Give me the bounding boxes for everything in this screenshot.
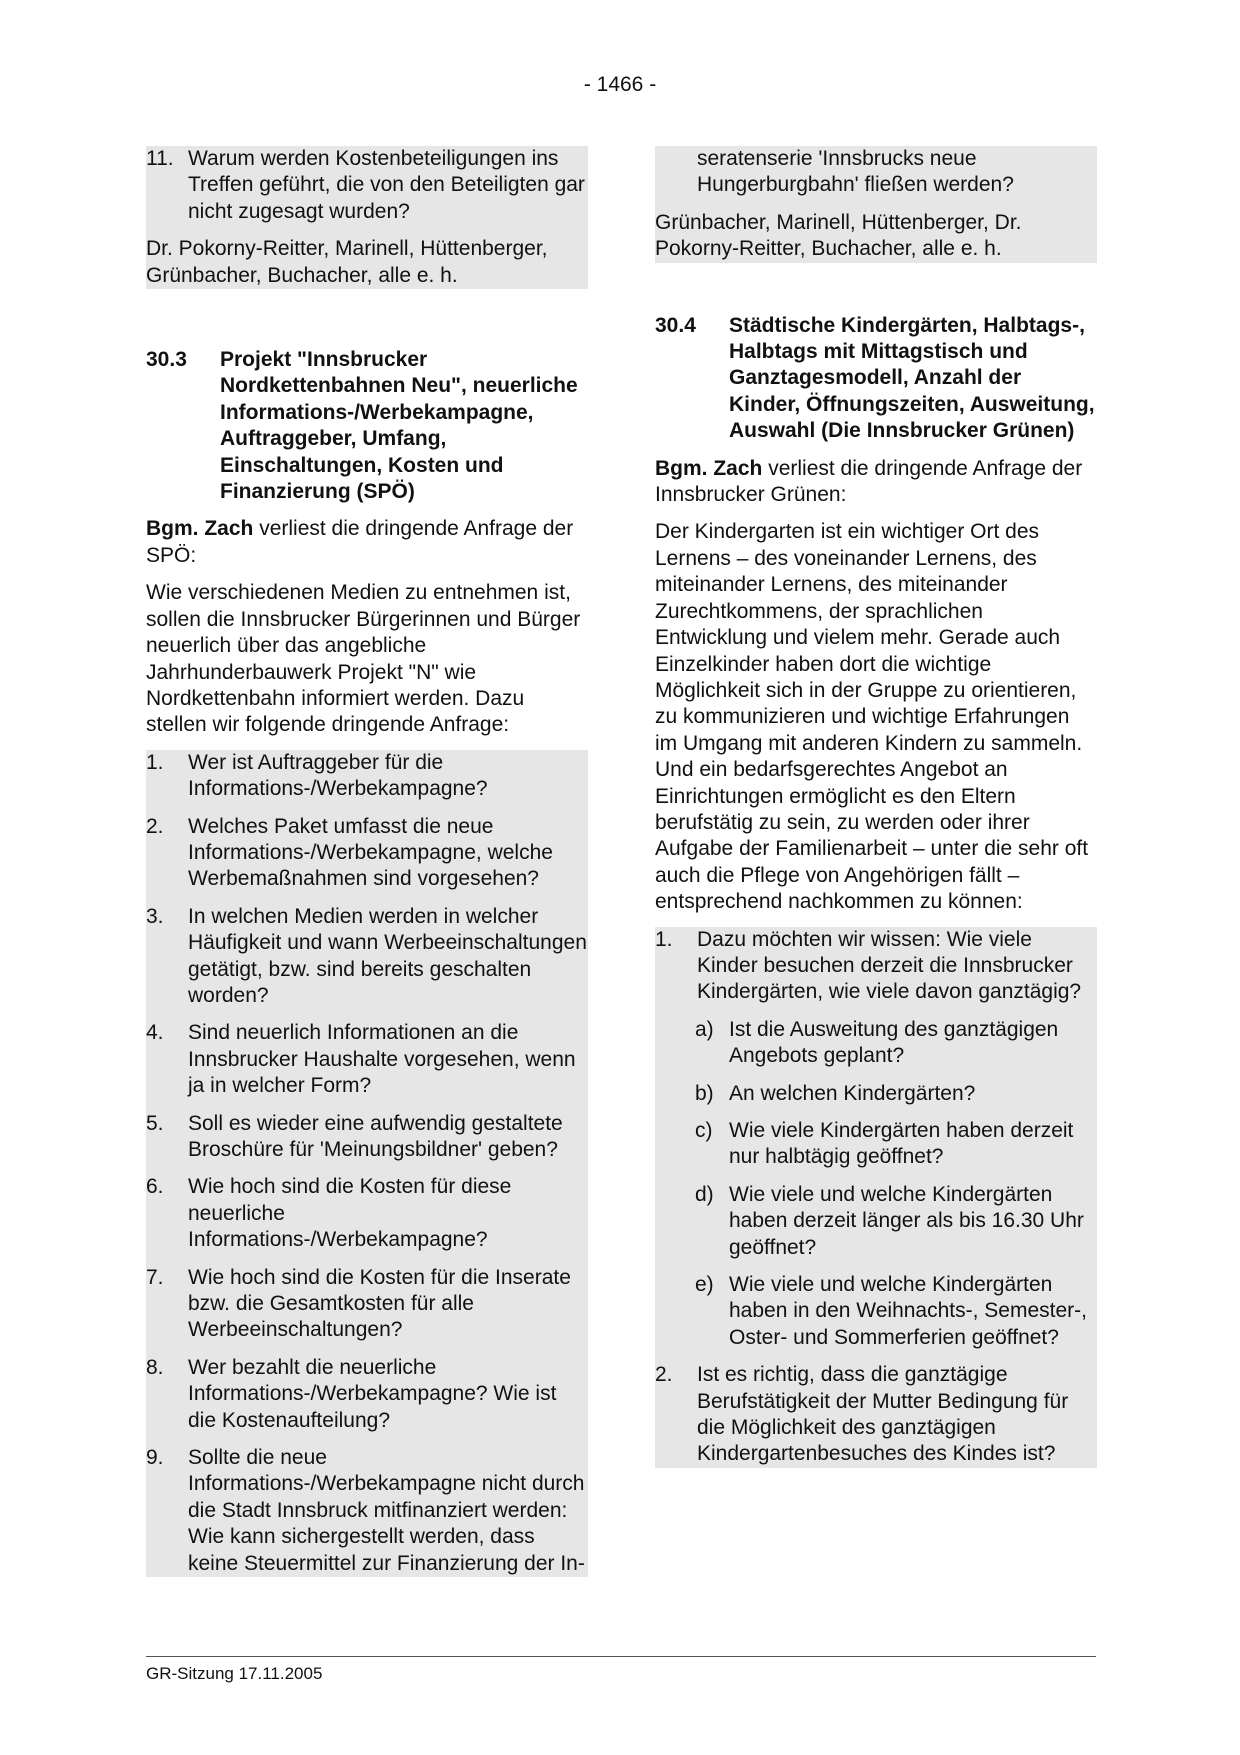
continuation-block <box>655 146 1097 263</box>
sub-item: e) Wie viele und welche Kindergärten haben in den Weihnachts-, Semester-, Oster- und Sommerferien geöffnet? <box>695 1273 1087 1349</box>
sub-item: a) Ist die Ausweitung des ganztägigen Angebots geplant? <box>695 1017 1059 1068</box>
section-heading-30-3 <box>146 347 588 505</box>
intro-paragraph: Bgm. Zach verliest die dringende Anfrage der Innsbrucker Grünen: <box>655 456 1083 507</box>
list-item: 2. Welches Paket umfasst die neue Informations-/Werbekampagne, welche Werbemaßnahmen sind vorgesehen? <box>146 814 553 891</box>
section-heading-30-4 <box>655 313 1097 445</box>
page-number: - 1466 - <box>583 73 657 96</box>
sub-item: c) Wie viele Kindergärten haben derzeit nur halbtägig geöffnet? <box>695 1119 1074 1169</box>
list-item: 3. In welchen Medien werden in welcher Häufigkeit und wann Werbeeinschaltungen getätigt, bzw. sind bereits geschalten worden? <box>146 904 587 1007</box>
list-item: 6. Wie hoch sind die Kosten für diese neuerliche Informations-/Werbekampagne? <box>146 1175 512 1252</box>
speaker-name: Bgm. Zach <box>146 517 254 541</box>
signers: Dr. Pokorny-Reitter, Marinell, Hüttenberger, Grünbacher, Buchacher, alle e. h. <box>146 237 548 287</box>
body-paragraph: Der Kindergarten ist ein wichtiger Ort des Lernens – des voneinander Lernens, des miteinander Lernens, des miteinander Zurechtkommens, der sprachlichen Entwicklung und vielem mehr. Gerade auch Einzelkinder haben dort die wichtige Möglichkeit sich in der Gruppe zu orientieren, zu kommunizieren und wichtige Erfahrungen im Umgang mit anderen Kindern zu sammeln. Und ein bedarfsgerechtes Angebot an Einrichtungen ermöglicht es den Eltern berufstätig zu sein, zu werden oder ihrer Aufgabe der Familienarbeit – unter die sehr oft auch die Pflege von Angehörigen fällt – entsprechend nachkommen zu können: <box>655 520 1089 914</box>
intro-paragraph: Bgm. Zach verliest die dringende Anfrage der SPÖ: <box>146 517 574 567</box>
list-item: 4. Sind neuerlich Informationen an die Innsbrucker Haushalte vorgesehen, wenn ja in welcher Form? <box>146 1021 576 1098</box>
list-item: 9. Sollte die neue Informations-/Werbekampagne nicht durch die Stadt Innsbruck mitfinanziert werden: Wie kann sichergestellt werden, dass keine Steuermittel zur Finanzierung der In- <box>146 1446 585 1575</box>
list-item: 5. Soll es wieder eine aufwendig gestaltete Broschüre für 'Meinungsbildner' geben? <box>146 1111 563 1161</box>
sub-item: d) Wie viele und welche Kindergärten haben derzeit länger als bis 16.30 Uhr geöffnet? <box>695 1182 1084 1259</box>
body-paragraph: Wie verschiedenen Medien zu entnehmen ist, sollen die Innsbrucker Bürgerinnen und Bürger neuerlich über das angebliche Jahrhunderbauwerk Projekt "N" wie Nordkettenbahn informiert werden. Dazu stellen wir folgende dringende Anfrage: <box>146 581 581 737</box>
item-text: Warum werden Kostenbeteiligungen ins Treffen geführt, die von den Beteiligten gar nicht zugesagt wurden? <box>188 147 585 223</box>
question-list <box>655 927 1097 1468</box>
left-column <box>146 146 588 1577</box>
section-title: Städtische Kindergärten, Halbtags-, Halbtags mit Mittagstisch und Ganztagesmodell, Anzahl der Kinder, Öffnungszeiten, Ausweitung, Auswahl (Die Innsbrucker Grünen) <box>729 313 1095 443</box>
speaker-name: Bgm. Zach <box>655 456 763 480</box>
continuation-text: seratenserie 'Innsbrucks neue Hungerburgbahn' fließen werden? <box>697 147 1014 197</box>
item-number: 11. <box>146 147 174 170</box>
sub-item: b) An welchen Kindergärten? <box>695 1081 976 1105</box>
signers: Grünbacher, Marinell, Hüttenberger, Dr. Pokorny-Reitter, Buchacher, alle e. h. <box>655 210 1022 261</box>
section-number: 30.3 <box>146 348 187 372</box>
question-block-11 <box>146 146 588 289</box>
list-item: 8. Wer bezahlt die neuerliche Informations-/Werbekampagne? Wie ist die Kostenaufteilung? <box>146 1355 557 1432</box>
list-item: 7. Wie hoch sind die Kosten für die Inserate bzw. die Gesamtkosten für alle Werbeeinschaltungen? <box>146 1265 571 1342</box>
footer-divider <box>146 1656 1096 1657</box>
list-item: 1. Wer ist Auftraggeber für die Informations-/Werbekampagne? <box>146 750 488 801</box>
list-item: 2. Ist es richtig, dass die ganztägige Berufstätigkeit der Mutter Bedingung für die Möglichkeit des ganztägigen Kindergartenbesuches des Kindes ist? <box>655 1363 1069 1466</box>
list-item <box>146 146 588 225</box>
footer-text: GR-Sitzung 17.11.2005 <box>146 1664 323 1683</box>
right-column <box>655 146 1097 1468</box>
section-number: 30.4 <box>655 313 696 337</box>
section-title: Projekt "Innsbrucker Nordkettenbahnen Neu", neuerliche Informations-/Werbekampagne, Auftraggeber, Umfang, Einschaltungen, Kosten und Finanzierung (SPÖ) <box>220 348 578 504</box>
question-list <box>146 750 588 1577</box>
list-item: 1. Dazu möchten wir wissen: Wie viele Kinder besuchen derzeit die Innsbrucker Kindergärten, wie viele davon ganztägig? <box>655 927 1082 1004</box>
